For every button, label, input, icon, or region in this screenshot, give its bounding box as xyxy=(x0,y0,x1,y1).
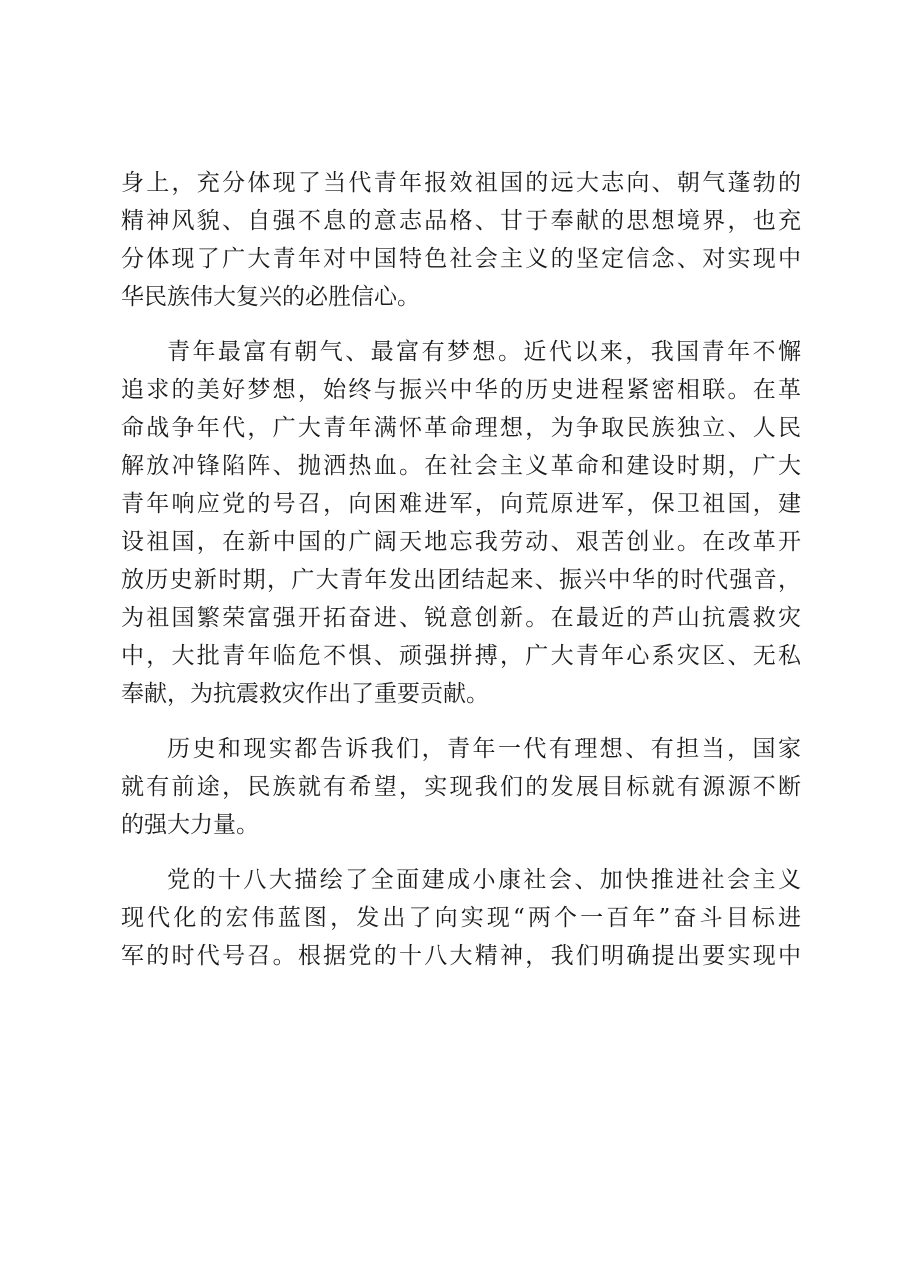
text-line: 追求的美好梦想，始终与振兴中华的历史进程紧密相联。在革 xyxy=(121,377,801,403)
paragraph-1 xyxy=(121,164,801,316)
text-line: 身上，充分体现了当代青年报效祖国的远大志向、朝气蓬勃的 xyxy=(121,170,801,196)
text-line: 的强大力量。 xyxy=(121,812,259,838)
paragraph-3 xyxy=(121,730,801,844)
text-line: 现代化的宏伟蓝图，发出了向实现“两个一百年”奋斗目标进 xyxy=(121,905,801,931)
text-line: 放历史新时期，广大青年发出团结起来、振兴中华的时代强音， xyxy=(121,567,801,593)
text-line: 历史和现实都告诉我们，青年一代有理想、有担当，国家 xyxy=(167,736,801,762)
text-line: 就有前途，民族就有希望，实现我们的发展目标就有源源不断 xyxy=(121,774,801,800)
text-line: 青年响应党的号召，向困难进军，向荒原进军，保卫祖国，建 xyxy=(121,491,801,517)
paragraph-gap xyxy=(121,713,801,730)
text-line: 党的十八大描绘了全面建成小康社会、加快推进社会主义 xyxy=(167,867,801,893)
text-line: 为祖国繁荣富强开拓奋进、锐意创新。在最近的芦山抗震救灾 xyxy=(121,605,801,631)
text-line: 中，大批青年临危不惧、顽强拼搏，广大青年心系灾区、无私 xyxy=(121,643,801,669)
paragraph-4 xyxy=(121,861,801,975)
text-line: 华民族伟大复兴的必胜信心。 xyxy=(121,284,420,310)
paragraph-2 xyxy=(121,333,801,713)
paragraph-gap xyxy=(121,316,801,333)
text-line: 青年最富有朝气、最富有梦想。近代以来，我国青年不懈 xyxy=(167,339,801,365)
text-line: 命战争年代，广大青年满怀革命理想，为争取民族独立、人民 xyxy=(121,415,801,441)
document-body xyxy=(121,164,801,975)
text-line: 军的时代号召。根据党的十八大精神，我们明确提出要实现中 xyxy=(121,943,801,969)
text-line: 解放冲锋陷阵、抛洒热血。在社会主义革命和建设时期，广大 xyxy=(121,453,801,479)
text-line: 精神风貌、自强不息的意志品格、甘于奉献的思想境界，也充 xyxy=(121,208,801,234)
paragraph-gap xyxy=(121,844,801,861)
text-line: 分体现了广大青年对中国特色社会主义的坚定信念、对实现中 xyxy=(121,246,801,272)
text-line: 设祖国，在新中国的广阔天地忘我劳动、艰苦创业。在改革开 xyxy=(121,529,801,555)
text-line: 奉献，为抗震救灾作出了重要贡献。 xyxy=(121,681,489,707)
